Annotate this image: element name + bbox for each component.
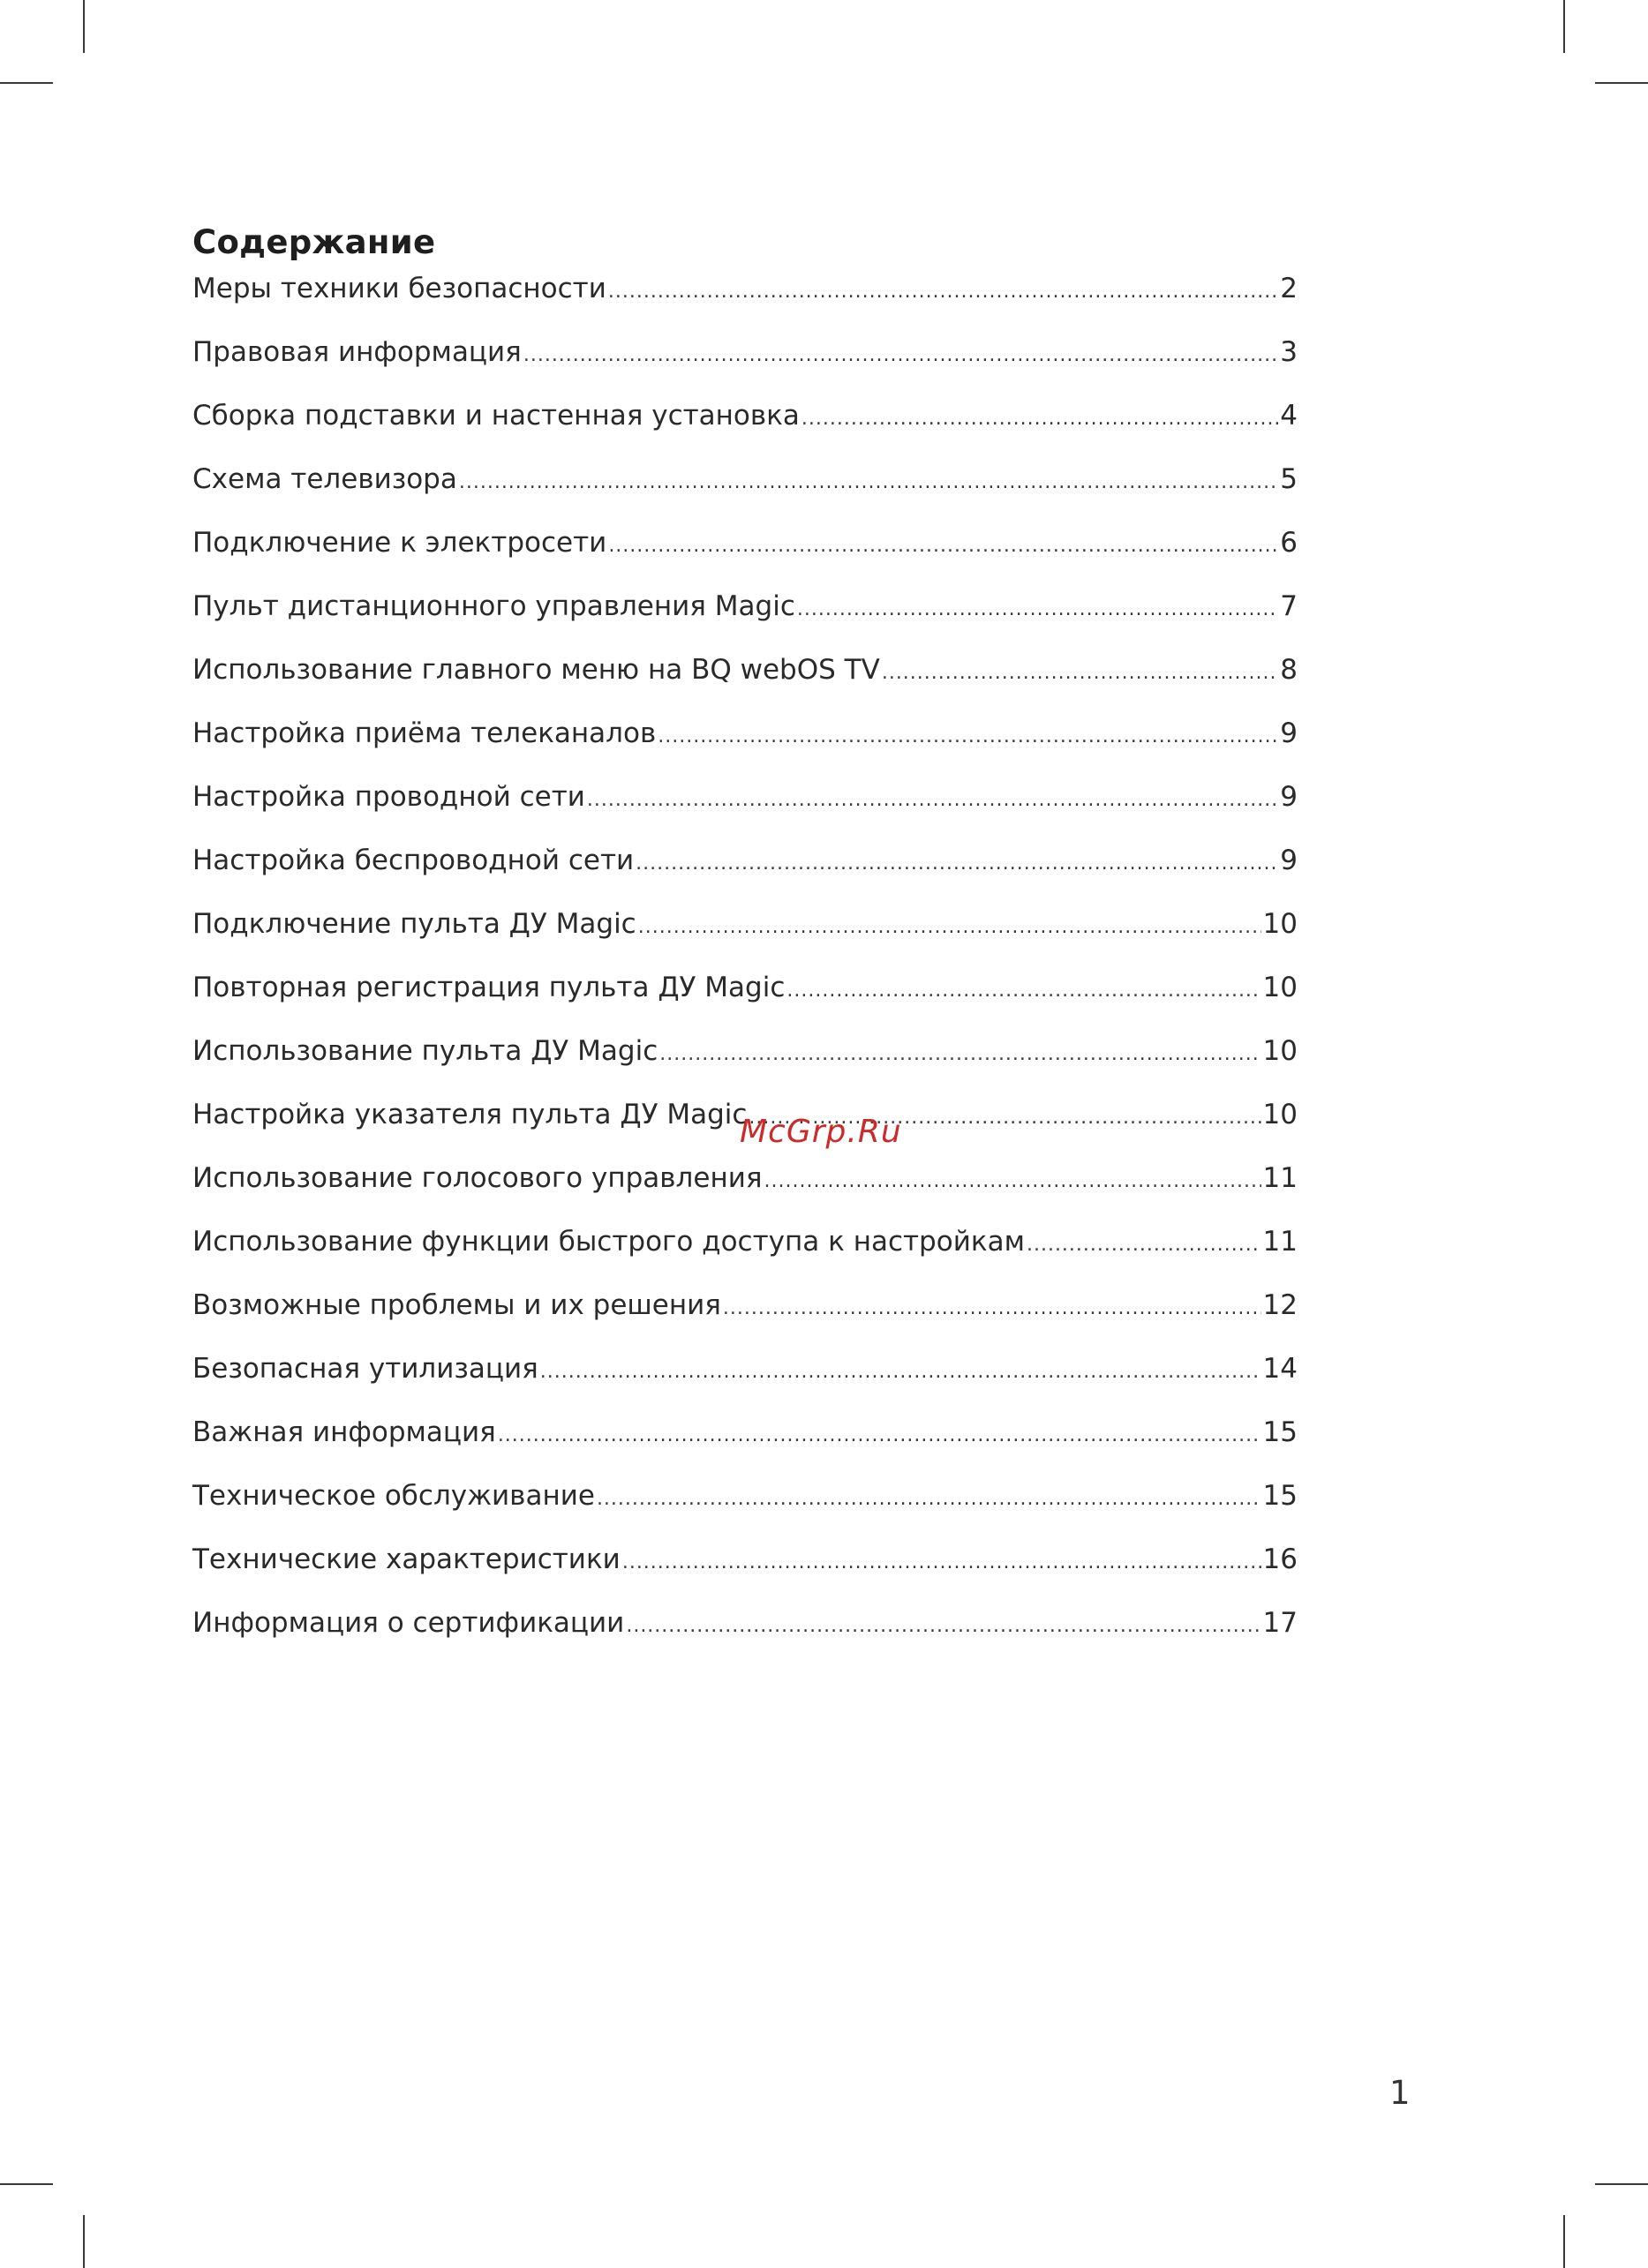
- toc-entry[interactable]: [192, 964, 1298, 1027]
- crop-mark-top-left-horizontal: [0, 82, 53, 84]
- toc-entry[interactable]: [192, 582, 1298, 646]
- toc-entry-page: 14: [1262, 1353, 1298, 1385]
- toc-entry-label: Меры техники безопасности: [192, 273, 606, 304]
- crop-mark-top-right-vertical: [1563, 0, 1565, 53]
- toc-entry-page: 17: [1262, 1607, 1298, 1639]
- toc-leader: [797, 586, 1278, 634]
- toc-entry[interactable]: [192, 1027, 1298, 1091]
- toc-entry[interactable]: [192, 1536, 1298, 1599]
- toc-entry-label: Настройка приёма телеканалов: [192, 717, 657, 749]
- toc-entry[interactable]: [192, 710, 1298, 773]
- crop-mark-bottom-left-horizontal: [0, 2183, 53, 2185]
- toc-leader: [786, 967, 1260, 1015]
- toc-entry[interactable]: [192, 519, 1298, 582]
- toc-leader: [587, 777, 1278, 824]
- toc-leader: [764, 1158, 1261, 1205]
- toc-entry[interactable]: [192, 328, 1298, 392]
- toc-entry-label: Возможные проблемы и их решения: [192, 1289, 721, 1321]
- toc-leader: [540, 1348, 1261, 1396]
- toc-leader: [636, 840, 1278, 888]
- toc-entry-label: Информация о сертификации: [192, 1607, 625, 1639]
- toc-entry-label: Схема телевизора: [192, 463, 457, 495]
- crop-mark-top-left-vertical: [83, 0, 85, 53]
- toc-leader: [801, 395, 1278, 443]
- toc-entry[interactable]: [192, 265, 1298, 328]
- toc-entry-page: 9: [1280, 845, 1298, 876]
- toc-entry-page: 9: [1280, 717, 1298, 749]
- toc-leader: [498, 1412, 1261, 1460]
- toc-entry-page: 2: [1280, 273, 1298, 304]
- toc-entry-label: Настройка указателя пульта ДУ Magic: [192, 1099, 748, 1130]
- toc-entry-page: 11: [1262, 1162, 1298, 1194]
- toc-entry-label: Использование голосового управления: [192, 1162, 763, 1194]
- toc-entry-page: 10: [1262, 972, 1298, 1003]
- toc-entry-page: 8: [1280, 654, 1298, 686]
- crop-mark-bottom-right-horizontal: [1595, 2183, 1648, 2185]
- toc-leader: [723, 1285, 1261, 1333]
- toc-leader: [659, 1031, 1260, 1078]
- toc-title: Содержание: [192, 222, 436, 261]
- toc-entry[interactable]: [192, 773, 1298, 837]
- toc-entry[interactable]: [192, 837, 1298, 900]
- toc-leader: [523, 332, 1278, 379]
- toc-entry-label: Технические характеристики: [192, 1543, 621, 1575]
- toc-entry-page: 15: [1262, 1416, 1298, 1448]
- crop-mark-bottom-left-vertical: [83, 2215, 85, 2268]
- toc-leader: [608, 268, 1278, 316]
- toc-entry[interactable]: [192, 392, 1298, 455]
- toc-entry-page: 10: [1262, 1035, 1298, 1067]
- toc-entry-label: Безопасная утилизация: [192, 1353, 538, 1385]
- toc-entry-page: 5: [1280, 463, 1298, 495]
- toc-entry-label: Повторная регистрация пульта ДУ Magic: [192, 972, 786, 1003]
- toc-entry-label: Настройка проводной сети: [192, 781, 585, 813]
- toc-entry-label: Подключение пульта ДУ Magic: [192, 908, 636, 940]
- toc-entry-label: Подключение к электросети: [192, 527, 607, 559]
- toc-entry[interactable]: [192, 455, 1298, 519]
- toc-leader: [658, 713, 1278, 761]
- toc-entry-label: Использование пульта ДУ Magic: [192, 1035, 658, 1067]
- toc-entry-label: Важная информация: [192, 1416, 496, 1448]
- toc-entry-page: 15: [1262, 1480, 1298, 1512]
- toc-entry-page: 10: [1262, 1099, 1298, 1130]
- page-number: 1: [1389, 2074, 1411, 2112]
- toc-list: [192, 265, 1298, 1663]
- toc-leader: [882, 650, 1278, 697]
- toc-leader: [622, 1539, 1261, 1587]
- toc-entry-page: 16: [1262, 1543, 1298, 1575]
- toc-entry-label: Пульт дистанционного управления Magic: [192, 590, 795, 622]
- toc-entry-page: 6: [1280, 527, 1298, 559]
- toc-leader: [459, 459, 1278, 507]
- toc-entry[interactable]: [192, 1154, 1298, 1218]
- toc-entry[interactable]: [192, 1218, 1298, 1281]
- toc-entry[interactable]: [192, 1281, 1298, 1345]
- toc-entry[interactable]: [192, 1345, 1298, 1408]
- crop-mark-bottom-right-vertical: [1563, 2215, 1565, 2268]
- watermark: McGrp.Ru: [740, 1114, 902, 1150]
- toc-entry-page: 3: [1280, 336, 1298, 368]
- toc-entry[interactable]: [192, 1599, 1298, 1663]
- crop-mark-top-right-horizontal: [1595, 82, 1648, 84]
- toc-entry-page: 12: [1262, 1289, 1298, 1321]
- toc-leader: [626, 1603, 1260, 1650]
- toc-entry[interactable]: [192, 646, 1298, 710]
- toc-entry[interactable]: [192, 1408, 1298, 1472]
- toc-leader: [597, 1476, 1261, 1523]
- toc-leader: [1027, 1221, 1261, 1269]
- toc-entry-label: Настройка беспроводной сети: [192, 845, 635, 876]
- toc-entry-label: Правовая информация: [192, 336, 522, 368]
- toc-entry-page: 11: [1262, 1226, 1298, 1258]
- toc-entry-label: Использование функции быстрого доступа к настройкам: [192, 1226, 1025, 1258]
- toc-entry-label: Техническое обслуживание: [192, 1480, 595, 1512]
- toc-leader: [608, 522, 1278, 570]
- toc-leader: [638, 904, 1261, 951]
- toc-entry-label: Использование главного меню на BQ webOS TV: [192, 654, 880, 686]
- toc-entry-page: 4: [1280, 400, 1298, 432]
- toc-entry-page: 7: [1280, 590, 1298, 622]
- toc-entry-label: Сборка подставки и настенная установка: [192, 400, 800, 432]
- toc-entry-page: 10: [1262, 908, 1298, 940]
- toc-entry[interactable]: [192, 900, 1298, 964]
- toc-entry-page: 9: [1280, 781, 1298, 813]
- toc-entry[interactable]: [192, 1472, 1298, 1536]
